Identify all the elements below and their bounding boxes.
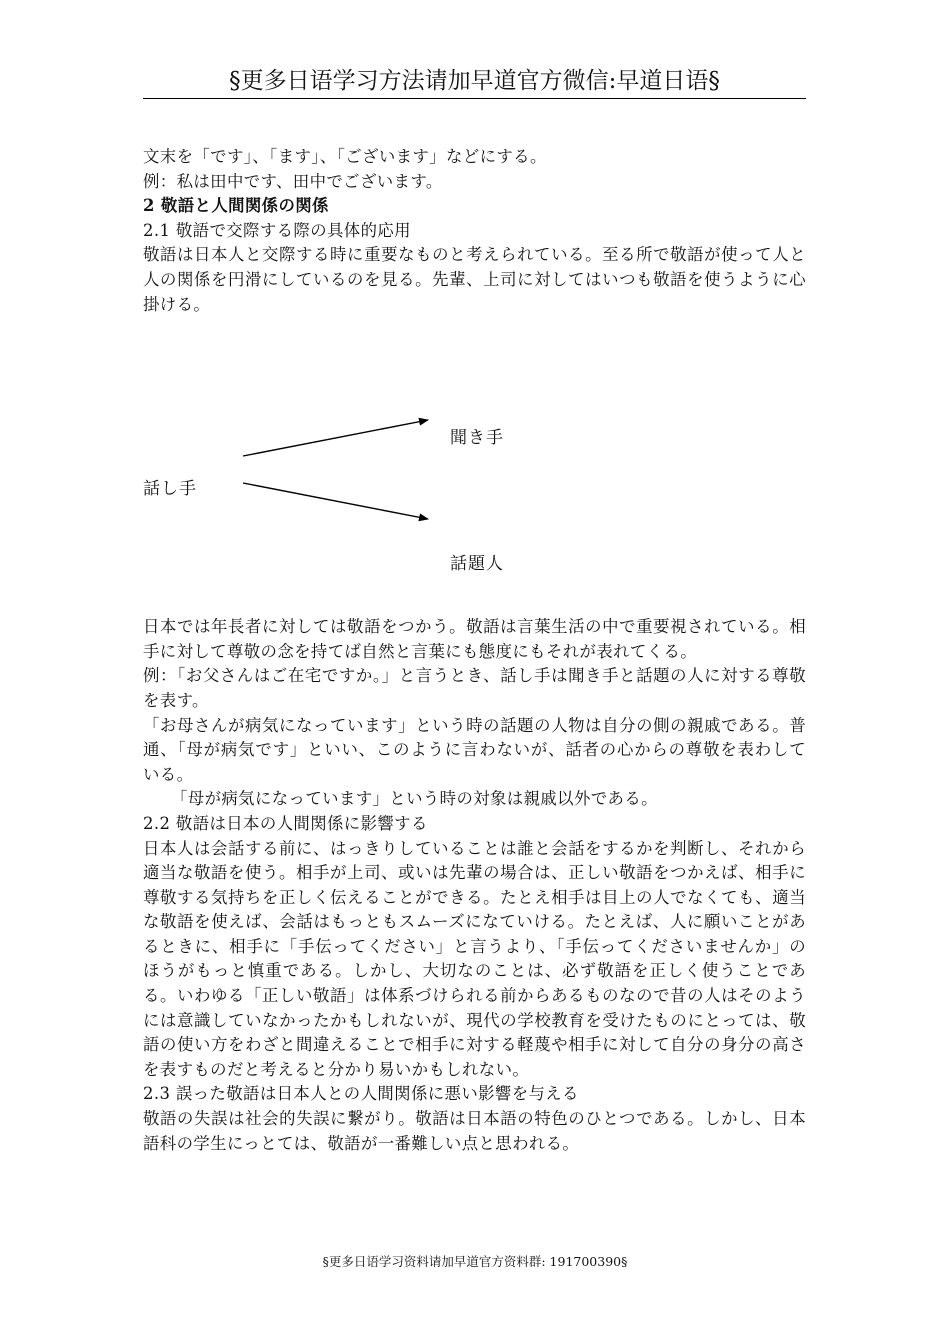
page-footer [0,1252,950,1270]
footer-text: §更多日语学习资料请加早道官方资料群: 191700390§ [322,1254,628,1269]
paragraph-elders: 日本では年長者に対しては敬語をつかう。敬語は言葉生活の中で重要視されている。相手に対して尊敬の念を持てば自然と言葉にも態度にもそれが表れてくる。 [143,617,806,661]
header-title: §更多日语学习方法请加早道官方微信:早道日语§ [229,68,720,94]
subsection-heading-2-2: 2.2 敬語は日本の人間関係に影響する [143,813,428,833]
document-body [143,145,806,1156]
paragraph-keigo-socializing: 敬語は日本人と交際する時に重要なものと考えられている。至る所で敬語が使って人と人の関係を円滑にしているのを見る。先輩、上司に対してはいつも敬語を使うように心掛ける。 [143,245,806,314]
subsection-heading-2-1: 2.1 敬語で交際する際の具体的応用 [143,220,411,240]
paragraph-keigo-influence: 日本人は会話する前に、はっきりしていることは誰と会話をするかを判断し、それから適当な敬語を使う。相手が上司、或いは先輩の場合は、正しい敬語をつかえば、相手に尊敬する気持ちを正しく伝えることができる。たとえ相手は目上の人でなくても、適当な敬語を使えば、会話はもっともスムーズになていける。たとえば、人に願いことがあるときに、相手に「手伝ってください」と言うより、「手伝ってくださいませんか」のほうがもっと慎重である。しかし、大切なのことは、必ず敬語を正しく使うことである。いわゆる「正しい敬語」は体系づけられる前からあるものなので昔の人はそのようには意識していなかったかもしれないが、現代の学校教育を受けたものにとっては、敬語の使い方をわざと間違えることで相手に対する軽蔑や相手に対して自分の身分の高さを表すものだと考えると分かり易いかもしれない。 [143,838,806,1079]
keigo-relationship-diagram [143,317,806,615]
arrow-to-topic-person [243,483,428,519]
paragraph-mother-sick-target: 「母が病気になっています」という時の対象は親戚以外である。 [171,789,658,809]
paragraph-keigo-mistakes: 敬語の失誤は社会的失誤に繋がり。敬語は日本語の特色のひとつである。しかし、日本語科の学生にっとては、敬語が一番難しい点と思われる。 [143,1109,806,1153]
paragraph-sentence-ending: 文末を「です」、「ます」、「ございます」などにする。 [143,147,547,166]
paragraph-example-father: 例：「お父さんはご在宅ですか。」と言うとき、話し手は聞き手と話題の人に対する尊敬を表す。 [143,666,806,710]
paragraph-mother-sick: 「お母さんが病気になっています」という時の話題の人物は自分の側の親戚である。普通、「母が病気です」といい、このように言わないが、話者の心からの尊敬を表わしている。 [143,715,806,784]
speaker-label: 話し手 [143,479,197,500]
arrow-to-listener [243,420,428,456]
topic-person-label: 話題人 [450,554,504,575]
page-header [143,66,806,99]
paragraph-example-tanaka: 例：私は田中です、田中でございます。 [143,171,443,191]
subsection-heading-2-3: 2.3 誤った敬語は日本人との人間関係に悪い影響を与える [143,1084,579,1104]
listener-label: 聞き手 [450,428,504,449]
section-heading-2: 2 敬語と人間関係の関係 [143,196,329,216]
